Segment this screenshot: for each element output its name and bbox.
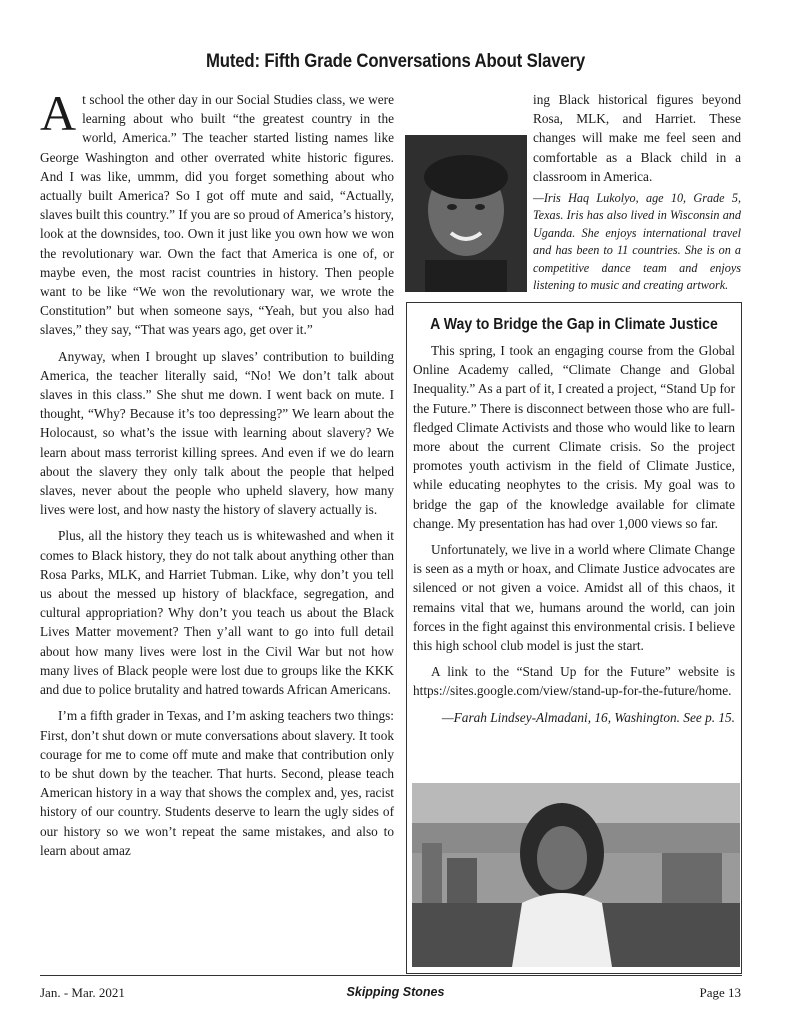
paragraph: Anyway, when I brought up slaves’ contribution to building America, the teacher literally said, “No! We don’t talk about slaves in this class.” She shut me down. I went back on mute. I thought, “Why? Because it’s too depressing?” We learn about the Holocaust, so what’s the issue with learning about slavery? We learn about mass terrorist killing sprees. And even if we do learn about the slavery they only talk about the people that helped slaves, never about the people who upheld slavery, how many lives were lost, and how nasty the history of slavery actually is. [40, 348, 394, 518]
continued-text: ing Black historical figures beyond Rosa, MLK, and Harriet. These changes will make me feel seen and comfortable as a Black child in a classroom in America. [533, 92, 741, 184]
paragraph: Unfortunately, we live in a world where Climate Change is seen as a myth or hoax, and Climate Justice advocates are silenced or not given a voice. Amidst all of this chaos, it remains vital that we, humans around the world, can join forces in the fight against this environmental crisis. I believe this high school club model is just the start. [413, 542, 735, 654]
paragraph: A link to the “Stand Up for the Future” website is https://sites.google.com/view/stand-up-for-the-future/home. [413, 664, 735, 699]
paragraph [40, 85, 394, 340]
sidebar-article [413, 341, 735, 734]
paragraph: Plus, all the history they teach us is whitewashed and when it comes to Black history, they do not talk about anything other than Rosa Parks, MLK, and Harriet Tubman. Like, why don’t you tell us about the messed up history of blackface, segregation, and cultural appropriation? Why don’t you teach us about the Black Lives Matter movement? Then y’all want to go into full detail about how many lives were lost in the Civil War but not how many lives of Black people were lost due to groups like the KKK and due to police brutality and hatred towards African Americans. [40, 528, 394, 698]
article-title: Muted: Fifth Grade Conversations About Slavery [205, 50, 586, 72]
drop-cap: A [40, 85, 77, 141]
issue-date: Jan. - Mar. 2021 [40, 985, 125, 1000]
author-photo-iris [405, 135, 527, 292]
author-byline-farah: —Farah Lindsey-Almadani, 16, Washington. See p. 15. [441, 709, 735, 725]
paragraph: This spring, I took an engaging course from the Global Online Academy called, “Climate Change and Global Inequality.” As a part of it, I created a project, “Stand Up for the Future.” There is disconnect between those who are full-fledged Climate Activists and those who would like to learn more about the current Climate crisis. So the project promotes youth activism in the field of Climate Justice, while educating neophytes to the crisis. My goal was to bridge the gap of the knowledge available for climate change. My presentation has had over 1,000 views so far. [413, 343, 735, 531]
paragraph-text: t school the other day in our Social Studies class, we were learning about who built “the greatest country in the world, America.” The teacher started listing names like George Washington and other overrated white historic figures. And I was like, ummm, did you forget something about who actually built America? So I got off mute and said, “Actually, slaves built this country.” If you are so proud of America’s history, look at the downsides, too. Own it just like you own how we won the revolutionary war. Own the fact that America is one of, or maybe even, the most racist countries in history. Then people want to be like “We won the revolutionary war, we wrote the Constitution” but when someone says, “Yeah, but you also had slaves,” they say, “That was years ago, get over it.” [40, 92, 394, 338]
paragraph: I’m a fifth grader in Texas, and I’m asking teachers two things: First, don’t shut down or mute conversations about slavery. It took courage for me to come off mute and make that contribution only to be shut down by the teacher. That hurts. Second, please teach American history in a way that shows the complex and, yes, racist history of our country. Students deserve to learn the ugly sides of our history so we won’t repeat the same mistakes, and also to learn about amaz [40, 708, 394, 858]
author-byline-iris: —Iris Haq Lukolyo, age 10, Grade 5, Texas. Iris has also lived in Wisconsin and Uganda. She enjoys international travel and has been to 11 countries. She is on a competitive dance team and enjoys listening to music and creating artwork. [533, 191, 741, 293]
footer-rule [40, 975, 742, 976]
article-left-column [40, 85, 394, 867]
author-photo-farah [412, 783, 740, 967]
page-number: Page 13 [699, 985, 741, 1000]
sidebar-title: A Way to Bridge the Gap in Climate Justice [430, 316, 718, 333]
magazine-name: Skipping Stones [346, 985, 445, 999]
